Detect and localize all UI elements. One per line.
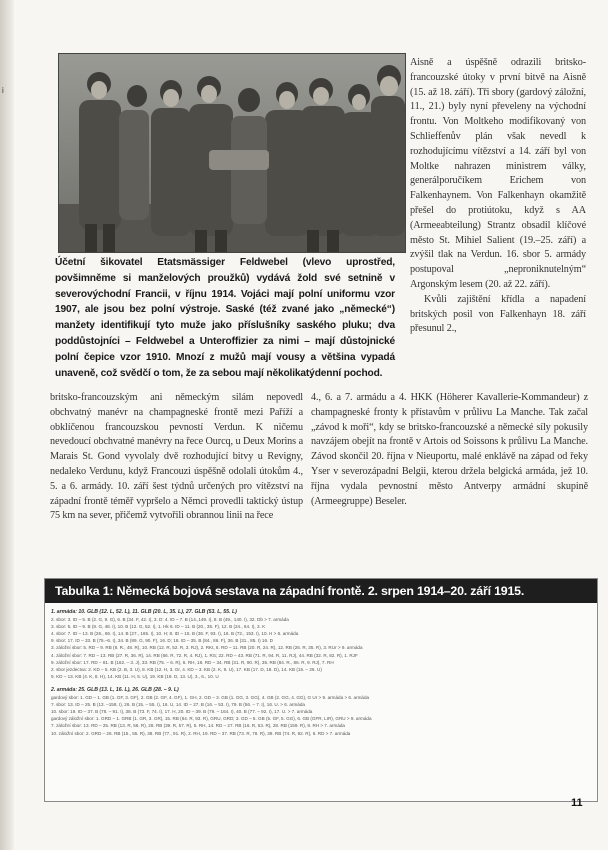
- soldiers-photo-image: [59, 54, 405, 252]
- table-row: 10. záložní sbor: 2. GRD – 26. RB (15., 55. R), 38. RB (77., 91. R), 2. RH, 19. RD – 37. RB (73. R, 78. R), 39. RB (74. R, 92. R), 6. RD > 7. armáda: [51, 730, 351, 736]
- order-of-battle-table: [44, 578, 598, 802]
- table-body: [51, 609, 591, 737]
- right-column-top-text: [410, 56, 586, 337]
- table-row: 3. sbor: 5. ID – 9. B (8. G, 48. I), 10. B (12. G, 52. I), 1. Hk 6. ID – 11. B (20., 35. F), 12. B (24., 64. I), 3. K: [51, 624, 266, 630]
- paragraph: Aisně a úspěšně odrazili britsko-francouzské útoky v první bitvě na Aisně (15. až 18. září). Tři sbory (gardový záložní, 11., 21.) byly nyní převeleny na východní frontu. Von Moltkeho modifikovaný von Schlieffenův plán však nevedl k rozhodujícímu vítězství a 14. září byl von Moltke nahrazen ministrem války, generálporučíkem Erichem von Falkenhaynem. Von Falkenhayn okamžitě přešel do protiútoku, když s AA (Armeeabteilung) Strantz obsadil klíčové město St. Mihiel Salient (19.–25. září) a zvýšil tlak na Verdun. 16. sbor 5. armády postupoval „neproniknutelným“ Argonským lesem (20. až 22. září).: [410, 57, 586, 290]
- table-row: 9. sbor: 17. ID – 33. B (75.–6. I), 34. B (89. G, 90. F), 16. D; 18. ID – 35. B (84., 86. F), 36. B (31., 85. I) 16. D: [51, 638, 273, 644]
- left-column-text: [50, 391, 303, 524]
- photo-caption: Účetní šikovatel Etatsmässiger Feldwebel (vlevo uprostřed, povšimněme si manželových proužků) vydává žold své setnině v severovýchodní Francii, v říjnu 1914. Vojáci mají polní uniformu vzor 1907, ale jsou bez polní výstroje. Saské (též zvané jako „německé“) manžety identifikují tyto muže jako příslušníky saského pluku; dva poddůstojníci – Feldwebel a Unteroffizier za nimi – mají důstojnické polní čepice vzor 1910. Mnozí z mužů mají vousy a většina vypadá unaveně, což svědčí o tom, že za sebou mají několikatýdenní pochod.: [55, 257, 395, 379]
- table-row: 3. záložní sbor: 5. RD – 9. RB (8. R., 48. R), 10. RB (12. R, 52. R, 3. RJ), 2. RKt, 6. RD – 11. RB (20. R, 24. R), 12. RB (26. R, 35. R), 3. RUr > 9. armáda: [51, 645, 363, 651]
- table-section-heading: 2. armáda: 25. GLB (13. L, 16. L), 26. GLB (28. – 9. L): [51, 686, 179, 693]
- table-title: Tabulka 1: Německá bojová sestava na západní frontě. 2. srpen 1914–20. září 1915.: [45, 579, 597, 603]
- page-gutter: [0, 0, 14, 850]
- page-number: 11: [571, 797, 583, 809]
- table-row: 2. sbor: 3. ID – 5. B (2. G, 9. G), 6. B (34. F, 42. I), 3. D: 4. ID – 7. B (14.,149. I), 8. B (49., 140. I), 32. Db > 7. armáda: [51, 617, 289, 623]
- table-row: 10. sbor: 19. ID – 37. B (78. – 91. I), 38. B (73. F, 74. I), 17. H, 20. ID – 39. B (79. – 164. I), 40. B (77. – 92. I), 17. U. > 7. armáda: [51, 709, 313, 715]
- table-row: 7. záložní sbor: 13. RD – 25. RB (13. R, 56. R), 28. RB (39. R, 57. R), 5. RH, 14. RD – 27. RB (16. R, 53. R), 28. RB (159. R), 8. RH > 7. armáda: [51, 723, 345, 729]
- table-row: 4. záložní sbor: 7. RD – 13. RB (27. R, 36. R), 14. RB (66. R, 72. R, 4. RJ), 1. RS; 22. RD – 43. RB (71. R, 94. R, 11. RJ), 44. RB (32. R, 82. R), 1. RJF: [51, 652, 358, 658]
- paragraph: Kvůli zajištění křídla a napadení britských posil von Falkenhayn 18. září přesunul 2.,: [410, 293, 586, 335]
- paragraph: britsko-francouzským ani německým silám nepovedl obchvatný manévr na champagneské frontě mezi Paříží a obklíčenou francouzskou pevností Verdun. K ničemu nevedoucí obchvatné manévry na řece Ourcq, u Deux Morins a Marais St. Gond vyvolaly dvě rozhodující bitvy u Revigny, nedaleko Verdunu, když Francouzi úspěšně odolali útokům 4., 5. a 6. armády. 10. září šest týdnů určených pro vítězství na západní frontě téměř vypršelo a Němci provedli taktický ústup 75 km na sever, přičemž vytvořili obrannou linii na řece: [50, 392, 303, 522]
- historical-photo: [58, 53, 406, 253]
- table-row: 9. KD – 13. KB (4. K, 8. H), 14. KB (11. H, 5. U), 19. KB (19. D, 13. U), 3., 6., 10. U: [51, 673, 219, 679]
- paragraph: 4., 6. a 7. armádu a 4. HKK (Höherer Kavallerie-Kommandeur) z champagneské fronty k přístavům v průlivu La Manche. Tak začal „závod k moři“, kdy se britsko-francouzské a německé síly pokusily navzájem obejít na frontě v Artois od Soissons k průlivu La Manche. Závod skončil 20. října v Nieuportu, malé enklávě na západ od řeky Yser v severozápadní Belgii, kterou držela belgická armáda, jež 10. října vydala pevnostní město Antverpy armádní skupině (Armeegruppe) Beseler.: [311, 392, 588, 507]
- gutter-mark: i: [2, 86, 4, 95]
- right-column-text: [311, 391, 588, 509]
- table-spacer: [51, 680, 591, 687]
- table-section-heading: 1. armáda: 10. GLB (12. L, 52. L), 11. GLB (20. L, 35. L), 27. GLB (53. L, 55. L): [51, 609, 237, 615]
- table-row: 7. sbor: 13. ID – 25. B (13. –158. I), 26. B (15. – 55. I), 16. U, 14. ID – 27. B (16. – 53. I), 79. B (56. – 7. I), 16. U. > 6. armáda: [51, 702, 305, 708]
- table-row: 4. sbor: 7. ID – 13. B (26., 66. I), 14. B (27., 165. I), 10. H; 8. ID – 15. B (36. F, 93. I), 16. B (72., 153. I), 10. H > 6. armáda: [51, 631, 299, 637]
- table-row: 2. sbor jezdectva: 2. KD – 5. KB (2. B, 3. U), 8. KB (12. H, 3. Gr, 4. KD – 3. KB (2. K, 9. U), 17. KB (17. D, 18. D), 14. KB (15. – 26. U): [51, 666, 322, 672]
- table-row: gardový sbor: 1. GD – 1. GB (1. GF, 3. GF), 2. GB (2. GF, 4. GF), 1. GH, 2. GD – 3. GB (1. GG, 3. GG), 4. GB (2. GG, 4. GG), G Ur > 9. armáda > 6. armáda: [51, 695, 370, 701]
- table-row: 9. záložní sbor: 17. RD – 81. B (162. – 3. J), 33. RB (75. – 6. R), 6. RH, 18. RD – 34. RB (31. R, 90. R), 35. RB (84. R., 86. R, 9. RJ), 7. RH: [51, 659, 334, 665]
- table-row: gardový záložní sbor: 1. GRD – 1. GRB (1. GR, 3. GR), 15. RB (64. R, 93. R), GRU, GRD; 3. GD – 5. GB (5. GF, 5. GG), 6. GB (GFR, LIR), GRU > 9. armáda: [51, 716, 372, 722]
